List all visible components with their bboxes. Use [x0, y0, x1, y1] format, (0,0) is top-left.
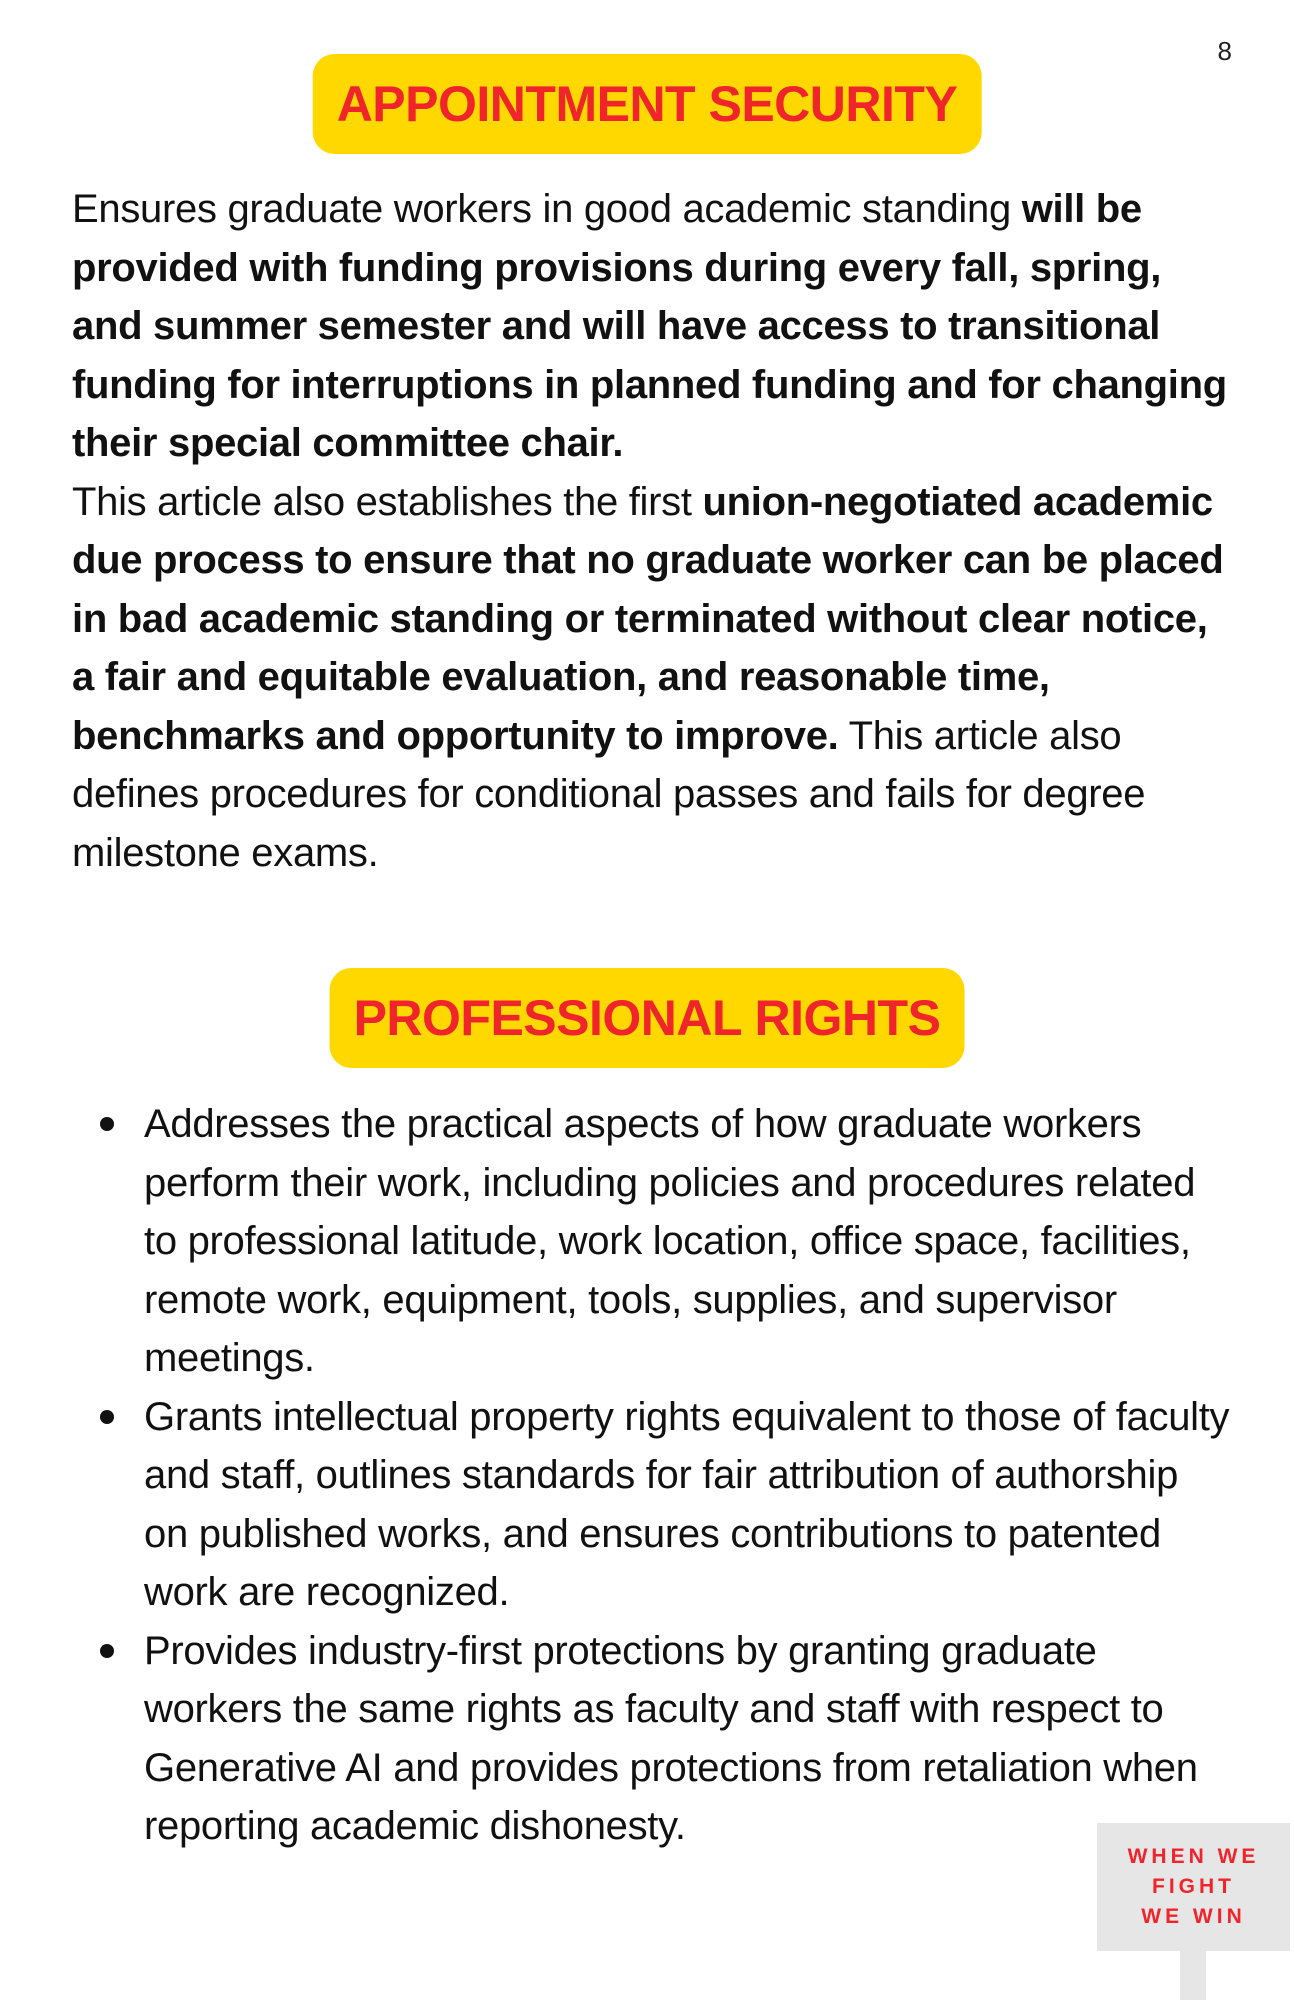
para-segment-bold: will be provided with funding provisions during every fall, spring, and summer semester and will have access to transitional funding for interruptions in planned funding and for changing their special committee chair. [72, 187, 1227, 465]
appointment-security-paragraph [72, 180, 1232, 882]
sign-line: WHEN WE [1127, 1845, 1260, 1868]
list-item [72, 1095, 1232, 1388]
para-segment: This article also defines procedures for conditional passes and fails for degree milestone exams. [72, 713, 1146, 875]
sign-line: WE WIN [1141, 1905, 1246, 1928]
list-item-text: Grants intellectual property rights equivalent to those of faculty and staff, outlines standards for fair attribution of authorship on published works, and ensures contributions to patented work are recognized. [144, 1394, 1230, 1614]
bullet-icon [100, 1117, 114, 1131]
para-segment: Ensures graduate workers in good academic standing [72, 187, 1022, 231]
appointment-security-heading: APPOINTMENT SECURITY [313, 54, 982, 154]
list-item [72, 1388, 1232, 1622]
list-item [72, 1622, 1232, 1856]
bullet-icon [100, 1644, 114, 1658]
page-number: 8 [1217, 36, 1232, 66]
para-segment: This article also establishes the first [72, 479, 703, 524]
sign-board [1097, 1823, 1290, 1951]
sign-line: FIGHT [1152, 1875, 1235, 1898]
sign-post [1180, 1951, 1206, 2000]
professional-rights-list [72, 1095, 1232, 1856]
list-item-text: Addresses the practical aspects of how graduate workers perform their work, including policies and procedures related to professional latitude, work location, office space, facilities, remote work, equipment, tools, supplies, and supervisor meetings. [144, 1102, 1196, 1380]
protest-sign [1097, 1823, 1290, 2000]
professional-rights-heading: PROFESSIONAL RIGHTS [330, 968, 965, 1068]
para-segment-bold: union-negotiated academic due process to ensure that no graduate worker can be placed in bad academic standing or terminated without clear notice, a fair and equitable evaluation, and reasonable time, benchmarks and opportunity to improve. [72, 479, 1224, 758]
list-item-text: Provides industry-first protections by granting graduate workers the same rights as faculty and staff with respect to Generative AI and provides protections from retaliation when reporting academic dishonesty. [144, 1628, 1198, 1848]
bullet-icon [100, 1410, 114, 1424]
